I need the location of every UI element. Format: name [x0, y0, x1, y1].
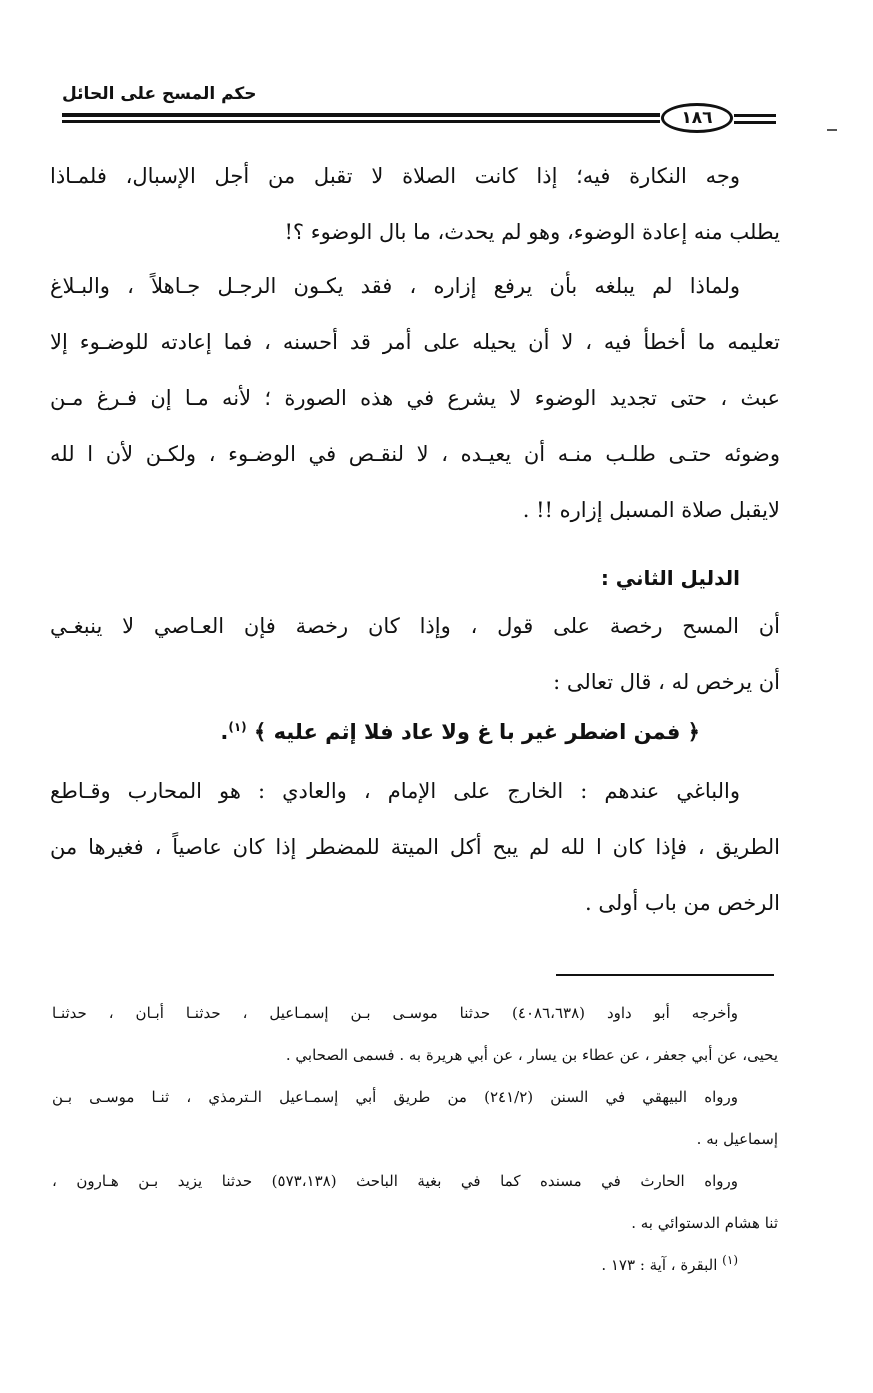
text-line: يطلب منه إعادة الوضوء، وهو لم يحدث، ما بال الوضوء ؟!	[284, 220, 780, 244]
footnote-item	[52, 1244, 778, 1286]
quran-verse-block	[50, 704, 780, 760]
verse-text: ﴿ فمن اضطر غير با غ ولا عاد فلا إثم عليه ﴾	[253, 720, 700, 744]
paragraph	[50, 258, 780, 538]
footnote-number: (١)	[722, 1253, 738, 1267]
text-line: عبث ، حتى تجديد الوضوء لا يشرع في هذه الصورة ؛ لأنه مـا إن فـرغ مـن	[50, 386, 780, 410]
text-line: لايقبل صلاة المسبل إزاره !! .	[522, 498, 780, 522]
text-line: الطريق ، فإذا كان ا لله لم يبح أكل الميتة للمضطر إذا كان عاصياً ، فغيرها من	[50, 835, 780, 859]
text-line: تعليمه ما أخطأ فيه ، لا أن يحيله على أمر قد أحسنه ، فما إعادته للوضـوء إلا	[50, 330, 780, 354]
footnote-text: البقرة ، آية : ١٧٣ .	[601, 1256, 718, 1274]
paragraph	[50, 598, 780, 710]
footnotes	[52, 992, 778, 1286]
footnote-line: يحيى، عن أبي جعفر ، عن عطاء بن يسار ، عن أبي هريرة به . فسمى الصحابي .	[285, 1046, 778, 1064]
footnote-line: ورواه البيهقي في السنن (٢٤١/٢) من طريق أبي إسمـاعيل الـترمذي ، ثنـا موسـى بـن	[52, 1088, 739, 1106]
header-rule	[62, 113, 660, 117]
text-line: أن المسح رخصة على قول ، وإذا كان رخصة فإن العـاصي لا ينبغـي	[50, 614, 780, 638]
footnote-line: وأخرجه أبو داود (٤٠٨٦،٦٣٨) حدثنا موسـى بـن إسمـاعيل ، حدثنـا أبـان ، حدثنـا	[52, 1004, 738, 1022]
header-rule	[734, 121, 776, 124]
footnote-line: ورواه الحارث في مسنده كما في بغية الباحث (٥٧٣،١٣٨) حدثنا يزيد بـن هـارون ،	[52, 1172, 738, 1190]
section-heading: الدليل الثاني :	[600, 566, 740, 590]
footnote-line: ثنا هشام الدستوائي به .	[631, 1214, 778, 1232]
footnote-separator	[556, 974, 774, 976]
text-line: وضوئه حتـى طلـب منـه أن يعيـده ، لا لنقـص في الوضـوء ، ولكـن لأن ا لله	[50, 442, 780, 466]
footnote-marker: (١)	[228, 720, 247, 734]
paragraph	[50, 148, 780, 260]
text-line: أن يرخص له ، قال تعالى :	[553, 670, 780, 694]
running-title: حكم المسح على الحائل	[62, 84, 257, 104]
footnote-line: إسماعيل به .	[696, 1130, 778, 1148]
margin-mark	[827, 129, 837, 131]
text-line: ولماذا لم يبلغه بأن يرفع إزاره ، فقد يكـون الرجـل جـاهلاً ، والبـلاغ	[50, 274, 740, 298]
text-line: الرخص من باب أولى .	[584, 891, 780, 915]
text-line: وجه النكارة فيه؛ إذا كانت الصلاة لا تقبل من أجل الإسبال، فلمـاذا	[50, 164, 740, 188]
paragraph	[50, 763, 780, 931]
quran-verse	[50, 704, 780, 760]
verse-end: .	[220, 720, 229, 744]
text-line: والباغي عندهم : الخارج على الإمام ، والعادي : هو المحارب وقـاطع	[50, 779, 740, 803]
header-rule	[734, 114, 776, 117]
page-number: ١٨٦	[661, 103, 733, 133]
header-rule	[62, 120, 660, 123]
